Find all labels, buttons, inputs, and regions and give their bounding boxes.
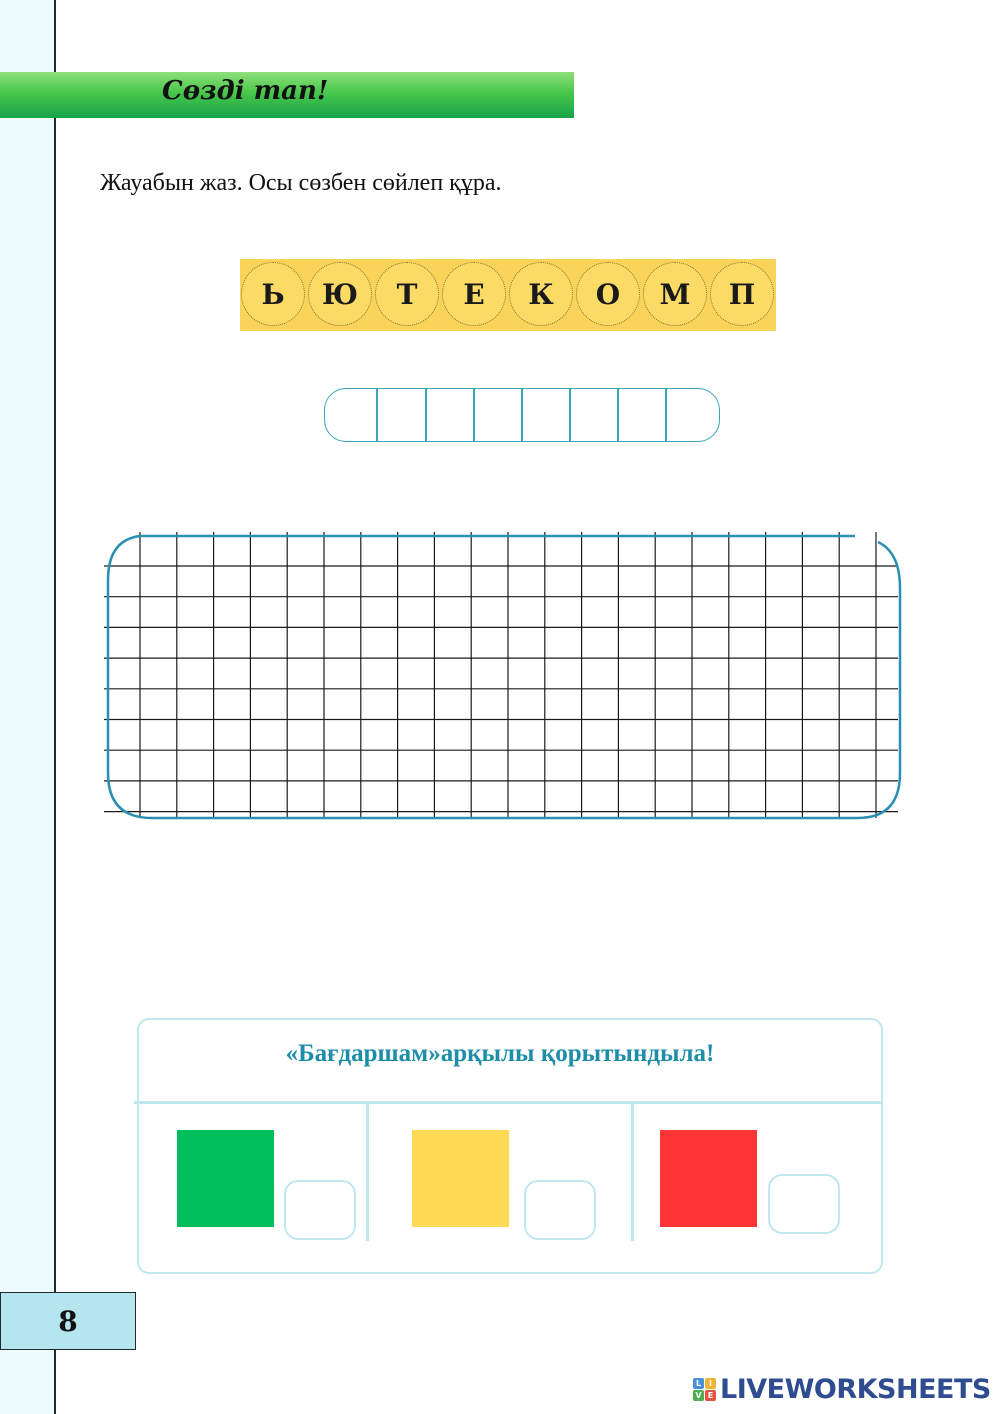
brand-name: LIVEWORKSHEETS — [720, 1374, 991, 1405]
answer-cell-divider — [617, 389, 619, 442]
answer-cell-divider — [425, 389, 427, 442]
left-margin-strip — [0, 0, 56, 1414]
letter-tile: О — [576, 262, 640, 326]
red-checkbox[interactable] — [768, 1174, 840, 1234]
yellow-light-square — [412, 1130, 509, 1227]
summary-divider — [134, 1101, 882, 1104]
liveworksheets-icon: L I V E — [693, 1378, 716, 1401]
red-light-square — [660, 1130, 757, 1227]
answer-cell-divider — [376, 389, 378, 442]
letter-tile: Е — [442, 262, 506, 326]
liveworksheets-logo — [693, 1374, 991, 1405]
page-number: 8 — [0, 1292, 136, 1350]
page-title: Сөзді тап! — [162, 76, 329, 106]
answer-cell-divider — [473, 389, 475, 442]
letter-tile: Ю — [308, 262, 372, 326]
answer-word-input[interactable] — [324, 388, 720, 442]
summary-column-divider — [631, 1103, 634, 1241]
letter-tile: П — [710, 262, 774, 326]
summary-column-divider — [366, 1103, 369, 1241]
yellow-checkbox[interactable] — [524, 1180, 596, 1240]
green-light-square — [177, 1130, 274, 1227]
green-checkbox[interactable] — [284, 1180, 356, 1240]
letter-tile: М — [643, 262, 707, 326]
task-instruction: Жауабын жаз. Осы сөзбен сөйлеп құра. — [100, 170, 502, 196]
grid-border — [108, 536, 900, 818]
letter-tile: Т — [375, 262, 439, 326]
writing-grid[interactable] — [100, 528, 910, 828]
answer-cell-divider — [521, 389, 523, 442]
summary-title: «Бағдаршам»арқылы қорытындыла! — [285, 1040, 715, 1067]
answer-cell-divider — [665, 389, 667, 442]
letter-tile: Ь — [241, 262, 305, 326]
letter-tile: К — [509, 262, 573, 326]
answer-cell-divider — [569, 389, 571, 442]
scrambled-letters — [240, 259, 776, 331]
